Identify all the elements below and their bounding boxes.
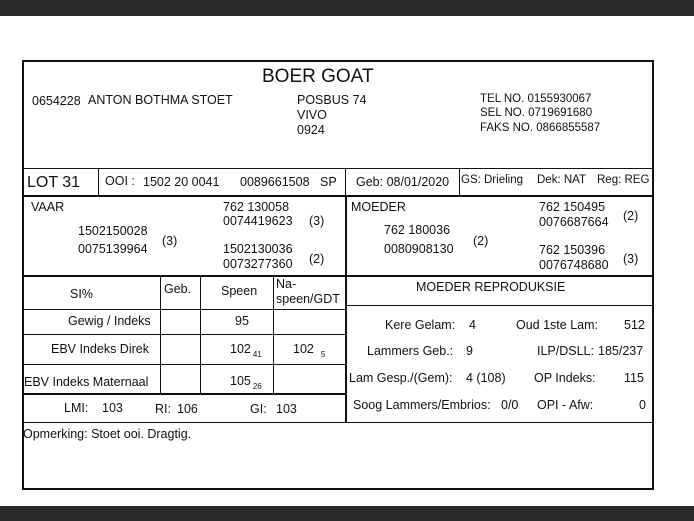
rule-v-lot-2 <box>345 168 346 196</box>
rule-table-bottom <box>22 393 347 395</box>
frame-bottom <box>22 488 654 490</box>
lammers-geb-label: Lammers Geb.: <box>367 344 454 358</box>
op-value: 115 <box>624 371 644 385</box>
col-header-geb: Geb. <box>164 282 192 296</box>
moeder-sire-count: (2) <box>623 209 639 223</box>
ebv-maternaal-speen-sub: 26 <box>252 382 262 391</box>
rule-table-row2 <box>22 364 347 365</box>
vaar-sire-id-2: 0074419623 <box>223 214 293 228</box>
frame-top <box>22 60 654 62</box>
bottom-dark-bar <box>0 506 694 521</box>
rule-v-table-1 <box>160 276 161 394</box>
soog-label: Soog Lammers/Embrios: <box>353 398 491 412</box>
gi-value: 103 <box>276 402 297 416</box>
rule-v-pedigree-middle <box>345 196 347 423</box>
row-label-gewig: Gewig / Indeks <box>68 314 151 328</box>
birth-date: Geb: 08/01/2020 <box>356 175 450 189</box>
address-line-2: VIVO <box>297 108 327 122</box>
address-line-3: 0924 <box>297 123 325 137</box>
dek-value: Dek: NAT <box>537 174 586 186</box>
rule-v-lot-1 <box>98 168 99 196</box>
rule-v-table-2 <box>200 276 201 394</box>
kere-gelam-value: 4 <box>469 318 476 332</box>
vaar-sire-id-1: 762 130058 <box>223 200 290 214</box>
top-dark-bar <box>0 0 694 16</box>
owner-code: 0654228 <box>32 94 81 108</box>
ilp-value: 185/237 <box>598 344 644 358</box>
rule-lot-top <box>22 168 654 169</box>
rule-remark-top <box>22 422 654 423</box>
row-label-ebv-direk: EBV Indeks Direk <box>51 342 149 356</box>
vaar-sire-count: (3) <box>309 214 325 228</box>
lot-number: LOT 31 <box>27 174 81 191</box>
ebv-direk-naspeen-value: 102 <box>293 342 314 356</box>
op-label: OP Indeks: <box>534 371 596 385</box>
gi-label: GI: <box>250 402 267 416</box>
vaar-id-2: 0075139964 <box>78 242 148 256</box>
vaar-dam-id-1: 1502130036 <box>223 242 293 256</box>
row-gewig-speen: 95 <box>235 314 249 328</box>
ri-label: RI: <box>155 402 171 416</box>
reg-value: Reg: REG <box>597 174 650 186</box>
row-ebv-maternaal-speen <box>230 374 262 390</box>
owner-name: ANTON BOTHMA STOET <box>88 93 233 107</box>
ebv-direk-speen-sub: 41 <box>252 350 262 359</box>
rule-v-table-3 <box>273 276 274 394</box>
vaar-label: VAAR <box>31 200 65 214</box>
vaar-id-1: 1502150028 <box>78 224 148 238</box>
rule-table-row1 <box>22 334 347 335</box>
opi-label: OPI - Afw: <box>537 398 594 412</box>
ebv-maternaal-speen-value: 105 <box>230 374 251 388</box>
lam-gesp-label: Lam Gesp./(Gem): <box>349 371 453 385</box>
remark-text: Opmerking: Stoet ooi. Dragtig. <box>23 427 192 441</box>
lmi-label: LMI: <box>64 401 89 415</box>
oud-label: Oud 1ste Lam: <box>516 318 598 332</box>
ebv-direk-naspeen-sub: 5 <box>320 350 326 359</box>
col-header-speen: Speen <box>221 284 258 298</box>
moeder-dam-id-1: 762 150396 <box>539 243 606 257</box>
row-ebv-direk-naspeen <box>293 342 325 358</box>
faks-number: FAKS NO. 0866855587 <box>480 122 601 134</box>
ilp-label: ILP/DSLL: <box>537 344 594 358</box>
tel-number: TEL NO. 0155930067 <box>480 93 592 105</box>
col-header-si: SI% <box>70 287 93 301</box>
moeder-count: (2) <box>473 234 489 248</box>
vaar-dam-id-2: 0073277360 <box>223 257 293 271</box>
col-header-naspeen-1: Na- <box>276 277 297 291</box>
moeder-dam-count: (3) <box>623 252 639 266</box>
lammers-geb-value: 9 <box>466 344 473 358</box>
row-label-ebv-maternaal: EBV Indeks Maternaal <box>24 375 149 389</box>
lmi-value: 103 <box>102 401 123 415</box>
row-ebv-direk-speen <box>230 342 262 358</box>
rule-reproduction-header <box>347 305 654 306</box>
ooi-id: 0089661508 <box>240 175 310 189</box>
vaar-dam-count: (2) <box>309 252 325 266</box>
moeder-sire-id-1: 762 150495 <box>539 200 606 214</box>
gs-value: GS: Drieling <box>461 174 523 186</box>
sel-number: SEL NO. 0719691680 <box>480 107 593 119</box>
lam-gesp-value: 4 (108) <box>466 371 506 385</box>
rule-v-lot-3 <box>459 168 460 196</box>
rule-table-top <box>22 275 654 277</box>
moeder-label: MOEDER <box>351 200 406 214</box>
document-title: BOER GOAT <box>262 66 374 87</box>
moeder-dam-id-2: 0076748680 <box>539 258 609 272</box>
opi-value: 0 <box>639 398 646 412</box>
ooi-number: 1502 20 0041 <box>143 175 220 189</box>
oud-value: 512 <box>624 318 645 332</box>
reproduction-title: MOEDER REPRODUKSIE <box>416 280 566 294</box>
address-line-1: POSBUS 74 <box>297 93 367 107</box>
col-header-naspeen-2: speen/GDT <box>276 292 340 306</box>
rule-table-header <box>22 309 347 310</box>
ooi-sp: SP <box>320 175 337 189</box>
soog-value: 0/0 <box>501 398 519 412</box>
kere-gelam-label: Kere Gelam: <box>385 318 456 332</box>
ri-value: 106 <box>177 402 198 416</box>
moeder-sire-id-2: 0076687664 <box>539 215 609 229</box>
ebv-direk-speen-value: 102 <box>230 342 251 356</box>
moeder-id-1: 762 180036 <box>384 223 451 237</box>
ooi-label: OOI : <box>105 174 135 188</box>
vaar-count: (3) <box>162 234 178 248</box>
moeder-id-2: 0080908130 <box>384 242 454 256</box>
rule-lot-bottom <box>22 195 654 197</box>
